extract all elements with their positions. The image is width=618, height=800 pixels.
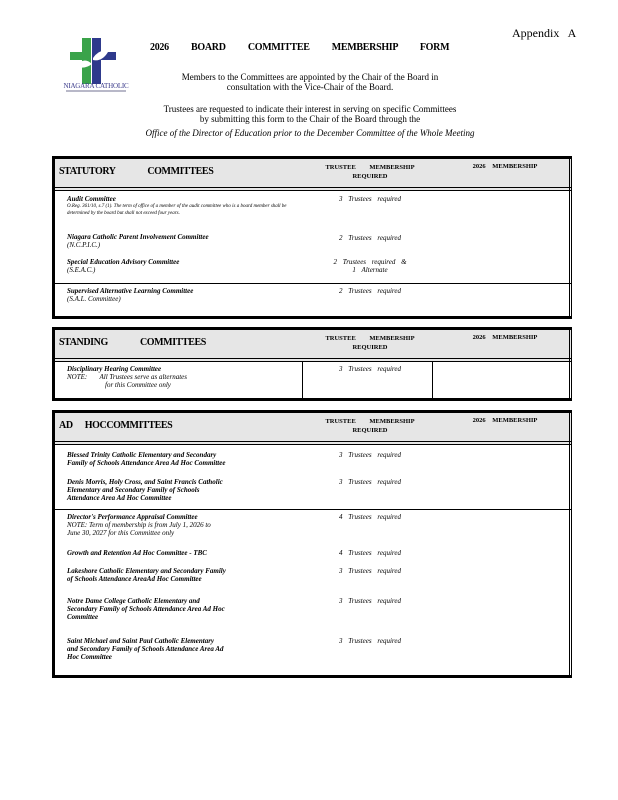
committee-name: Elementary and Secondary Family of Schools [67,486,200,494]
committee-name: of Schools Attendance AreaAd Hoc Committee [67,575,202,583]
note-text: June 30, 2027 for this Committee only [67,529,175,537]
section-heading: AD HOCCOMMITTEES [59,420,173,431]
table-row [55,362,572,400]
committee-note: O.Reg. 361/10, s.7 (1). The term of office of a member of the audit committee who is a board member shall be determined by the board but shall not exceed four years. [67,204,287,216]
column-required: TRUSTEE MEMBERSHIP REQUIRED [325,164,415,180]
committee-name: Notre Dame College Catholic Elementary and [67,597,200,605]
table-row [55,471,572,509]
instructions-line-3: Office of the Director of Education prior to the December Committee of the Whole Meeting [145,128,475,138]
committee-abbrev: (S.A.L. Committee) [67,295,121,303]
column-2026-membership: 2026 MEMBERSHIP [472,417,538,424]
required-value: 2 Trustees required & [333,258,407,266]
table-row [55,635,572,675]
committee-name: Special Education Advisory Committee [67,258,180,266]
column-required: TRUSTEE MEMBERSHIP REQUIRED [325,418,415,434]
required-value: 2 Trustees required [339,234,401,242]
ad-hoc-committees-table [52,410,572,678]
logo-text: NIAGARA CATHOLIC [63,82,129,90]
committee-name: Blessed Trinity Catholic Elementary and Secondary [67,451,217,459]
required-value: 3 Trustees required [339,365,401,373]
required-value: 2 Trustees required [339,287,401,295]
column-required: TRUSTEE MEMBERSHIP REQUIRED [325,335,415,351]
required-value: 3 Trustees required [339,478,401,486]
committee-abbrev: (N.C.P.I.C.) [67,241,101,249]
statutory-committees-table [52,156,572,319]
committee-name: Growth and Retention Ad Hoc Committee - TBC [67,549,207,557]
standing-committees-table [52,327,572,401]
committee-name: Director's Performance Appraisal Committee [67,513,198,521]
table-row [55,445,572,471]
column-2026-membership: 2026 MEMBERSHIP [472,163,538,170]
form-title: 2026 BOARD COMMITTEE MEMBERSHIP FORM [150,42,450,53]
note-text: for this Committee only [105,381,171,389]
committee-name: Hoc Committee [67,653,112,661]
table-row [55,567,572,595]
table-header [55,159,572,191]
column-2026-membership: 2026 MEMBERSHIP [472,334,538,341]
intro-line-1: Members to the Committees are appointed by the Chair of the Board in [181,72,439,82]
table-row [55,256,572,283]
committee-name: Denis Morris, Holy Cross, and Saint Francis Catholic [67,478,223,486]
instructions-line-2: by submitting this form to the Chair of the Board through the [199,114,421,124]
table-row [55,231,572,256]
required-value: 4 Trustees required [339,549,401,557]
table-row [55,545,572,567]
instructions-line-1: Trustees are requested to indicate their interest in serving on specific Committees [163,104,457,114]
required-value: 3 Trustees required [339,567,401,575]
required-value: 4 Trustees required [339,513,401,521]
committee-name: and Secondary Family of Schools Attendance Area Ad [67,645,224,653]
table-row [55,191,572,231]
committee-name: Disciplinary Hearing Committee [67,365,162,373]
alternate-value: 1 Alternate [352,266,388,274]
section-heading: STANDING COMMITTEES [59,337,206,348]
committee-name: Committee [67,613,99,621]
required-value: 3 Trustees required [339,451,401,459]
table-row [55,509,572,545]
table-header [55,413,572,445]
note-text: All Trustees serve as alternates [99,373,187,381]
committee-name: Supervised Alternative Learning Committee [67,287,194,295]
required-value: 3 Trustees required [339,597,401,605]
appendix-label: Appendix A [512,26,577,40]
note-label: NOTE: [67,373,88,381]
committee-name: Attendance Area Ad Hoc Committee [67,494,172,502]
committee-name: Saint Michael and Saint Paul Catholic Elementary [67,637,215,645]
table-header [55,330,572,362]
required-value: 3 Trustees required [339,637,401,645]
instructions-text [100,104,520,124]
required-value: 3 Trustees required [339,195,401,203]
note-text: NOTE: Term of membership is from July 1, 2026 to [67,521,211,529]
intro-text [100,72,520,92]
intro-line-2: consultation with the Vice-Chair of the Board. [226,82,394,92]
table-row [55,595,572,635]
committee-name: Lakeshore Catholic Elementary and Secondary Family [67,567,226,575]
committee-name: Secondary Family of Schools Attendance Area Ad Hoc [67,605,225,613]
committee-name: Niagara Catholic Parent Involvement Committee [67,233,209,241]
table-row [55,283,572,312]
section-heading: STATUTORY COMMITTEES [59,166,214,177]
committee-abbrev: (S.E.A.C.) [67,266,96,274]
committee-name: Audit Committee [67,195,116,203]
committee-name: Family of Schools Attendance Area Ad Hoc Committee [67,459,226,467]
